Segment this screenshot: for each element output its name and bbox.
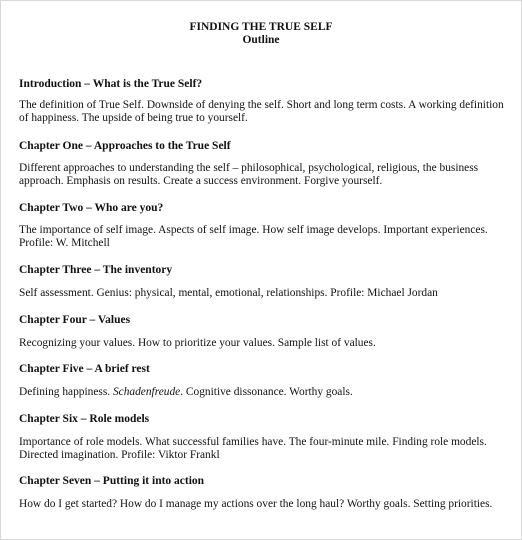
section-body: The definition of True Self. Downside of denying the self. Short and long term costs. A working definition of happiness. The upside of being true to yourself.: [19, 99, 504, 125]
section-introduction: [19, 77, 509, 125]
section-body: How do I get started? How do I manage my actions over the long haul? Worthy goals. Setting priorities.: [19, 498, 493, 510]
section-chapter-three: [19, 263, 509, 300]
section-body: Self assessment. Genius: physical, mental, emotional, relationships. Profile: Michael Jordan: [19, 287, 438, 299]
section-body-end: . Cognitive dissonance. Worthy goals.: [180, 386, 353, 398]
section-body: Importance of role models. What successful families have. The four-minute mile. Finding role models. Directed imagination. Profile: Viktor Frankl: [19, 436, 487, 462]
section-body: [19, 386, 509, 399]
section-chapter-four: [19, 313, 509, 350]
section-heading: Chapter Four – Values: [19, 314, 131, 326]
section-heading: Chapter Seven – Putting it into action: [19, 475, 205, 487]
section-body-italic: Schadenfreude: [112, 386, 181, 398]
document-title: FINDING THE TRUE SELF: [189, 21, 333, 33]
section-body-start: Defining happiness.: [19, 386, 113, 398]
section-chapter-six: [19, 412, 509, 462]
section-heading: Chapter Three – The inventory: [19, 264, 173, 276]
document-subtitle: Outline: [242, 34, 280, 46]
section-chapter-two: [19, 201, 509, 250]
section-heading: Introduction – What is the True Self?: [19, 78, 203, 90]
section-heading: Chapter Five – A brief rest: [19, 363, 150, 375]
section-chapter-one: [19, 139, 509, 188]
section-heading: Chapter Two – Who are you?: [19, 202, 164, 214]
section-body: Recognizing your values. How to prioritize your values. Sample list of values.: [19, 337, 376, 349]
section-chapter-seven: [19, 474, 509, 511]
section-body: Different approaches to understanding the self – philosophical, psychological, religious, the business approach. Emphasis on results. Create a success environment. Forgive yourself.: [19, 162, 479, 188]
section-body: The importance of self image. Aspects of self image. How self image develops. Important experiences. Profile: W. Mitchell: [19, 224, 488, 250]
section-chapter-five: [19, 362, 509, 399]
section-heading: Chapter One – Approaches to the True Self: [19, 140, 231, 152]
section-heading: Chapter Six – Role models: [19, 413, 150, 425]
